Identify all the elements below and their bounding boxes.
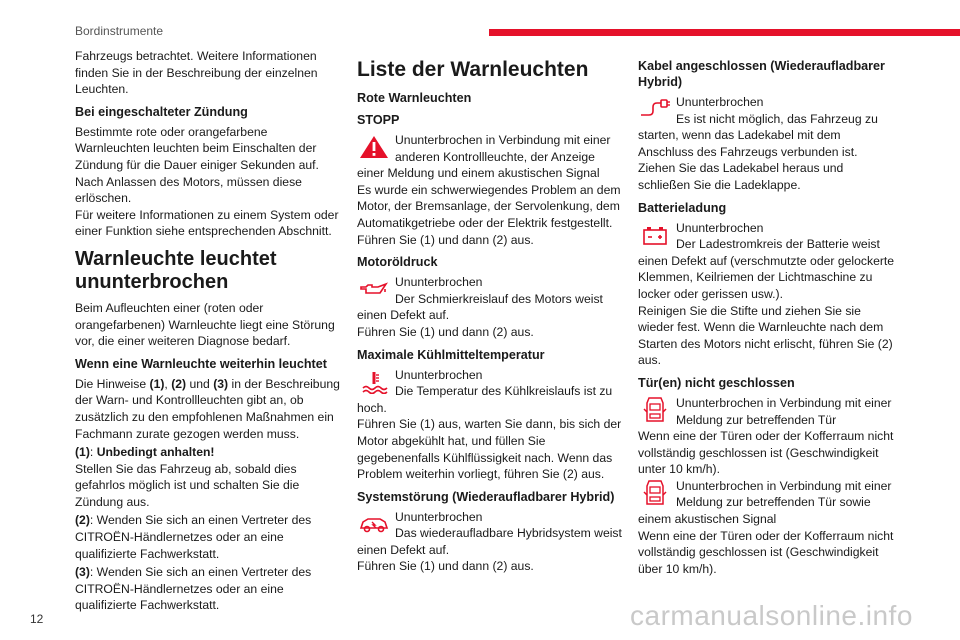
item-hybrid xyxy=(357,509,622,575)
ref-3: (3) xyxy=(213,376,229,391)
item-title-stopp: STOPP xyxy=(357,113,400,127)
item-title-door: Tür(en) nicht geschlossen xyxy=(638,375,795,390)
item-text-coolant: Ununterbrochen Die Temperatur des Kühlkreislaufs ist zu hoch. Führen Sie (1) aus, warten Sie dann, bis sich der Motor abgekühlt hat, und füllen Sie gegebenenfalls Kühlflüssigkeit nach. Wenn das Problem weiterhin vorliegt, führen Sie (2) aus. xyxy=(357,367,622,482)
item-text-battery: Ununterbrochen Der Ladestromkreis der Batterie weist einen Defekt auf (verschmutzte oder gelockerte Klemmen, Keilriemen der Lichtmaschine zu locker oder gerissen usw.). Reinigen Sie die Stifte und ziehen Sie sie wieder fest. Wenn die Warnleuchte nach dem Starten des Motors nicht erlischt, führen Sie (2) aus. xyxy=(638,220,895,368)
item-text-oil: Ununterbrochen Der Schmierkreislauf des Motors weist einen Defekt auf. Führen Sie (1) und dann (2) aus. xyxy=(357,275,603,339)
item-text-hybrid: Ununterbrochen Das wiederaufladbare Hybridsystem weist einen Defekt auf. Führen Sie (1) und dann (2) aus. xyxy=(357,509,622,574)
item-stopp xyxy=(357,132,622,248)
instruction-3-text: : Wenden Sie sich an einen Vertreter des CITROËN-Händlernetzes oder an eine qualifizierte Fachwerkstatt. xyxy=(75,565,312,613)
column-1 xyxy=(75,48,345,616)
item-oil xyxy=(357,274,622,340)
hinweise-pre: Die Hinweise xyxy=(75,376,150,391)
charging-cable-icon xyxy=(638,96,672,122)
door-open-icon xyxy=(638,397,672,423)
column-2 xyxy=(357,48,622,575)
item-coolant xyxy=(357,367,622,483)
hybrid-system-fault-icon xyxy=(357,511,391,537)
instruction-2-text: : Wenden Sie sich an einen Vertreter des CITROËN-Händlernetzes oder an eine qualifizierte Fachwerkstatt. xyxy=(75,513,312,561)
item-title-battery: Batterieladung xyxy=(638,200,727,215)
page-number: 12 xyxy=(30,612,44,626)
coolant-temperature-icon xyxy=(357,369,391,395)
battery-icon xyxy=(638,222,672,248)
hinweise-post: in der Beschreibung der Warn- und Kontrollleuchten gibt an, ob zusätzlich zu den empfohlenen Maßnahmen ein Fachmann zurate gezogen werden muss. xyxy=(75,376,340,441)
heading-warnleuchte-dauer: Warnleuchte leuchtet ununterbrochen xyxy=(75,247,277,293)
door-open-icon xyxy=(638,480,672,506)
instruction-2-label: (2) xyxy=(75,513,90,528)
paragraph-hinweise xyxy=(75,376,345,442)
list-title: Liste der Warnleuchten xyxy=(357,58,589,81)
stop-warning-triangle-icon xyxy=(357,134,391,160)
heading-weiterhin: Wenn eine Warnleuchte weiterhin leuchtet xyxy=(75,356,327,371)
item-door-1 xyxy=(638,395,898,478)
item-text-stopp: Ununterbrochen in Verbindung mit einer anderen Kontrollleuchte, der Anzeige einer Meldung und einem akustischen Signal Es wurde ein schwerwiegendes Problem an dem Motor, der Bremsanlage, der Servolenkung, dem Automatikgetriebe oder der Elektrik festgestellt. Führen Sie (1) und dann (2) aus. xyxy=(357,133,621,247)
item-title-hybrid: Systemstörung (Wiederaufladbarer Hybrid) xyxy=(357,489,615,504)
item-text-door-2: Ununterbrochen in Verbindung mit einer Meldung zur betreffenden Tür sowie einem akustischen Signal Wenn eine der Türen oder der Kofferraum nicht vollständig geschlossen ist (Geschwindigkeit über 10 km/h). xyxy=(638,478,894,576)
heading-zuendung: Bei eingeschalteter Zündung xyxy=(75,104,248,119)
ref-2: (2) xyxy=(171,376,187,391)
instruction-3-label: (3) xyxy=(75,565,90,580)
paragraph-zuendung: Bestimmte rote oder orangefarbene Warnleuchten leuchten beim Einschalten der Zündung für die Dauer einiger Sekunden auf. Nach Anlassen des Motors, müssen diese erlöschen. Für weitere Informationen zu einem System oder einer Funktion siehe entsprechenden Abschnitt. xyxy=(75,124,339,239)
header-accent-bar xyxy=(489,29,960,36)
sep-1: , xyxy=(164,376,172,391)
item-title-oil: Motoröldruck xyxy=(357,255,438,270)
ref-1: (1) xyxy=(149,376,165,391)
instruction-1-colon: : xyxy=(89,445,97,460)
instruction-1-bold: Unbedingt anhalten! xyxy=(96,445,215,460)
item-battery xyxy=(638,220,898,369)
item-cable xyxy=(638,94,898,194)
paragraph-dauer: Beim Aufleuchten einer (roten oder orangefarbenen) Warnleuchte liegt eine Störung vor, die einer weiteren Diagnose bedarf. xyxy=(75,300,335,349)
instruction-1 xyxy=(75,444,345,510)
item-text-cable: Ununterbrochen Es ist nicht möglich, das Fahrzeug zu starten, wenn das Ladekabel mit dem Anschluss des Fahrzeugs verbunden ist. Ziehen Sie das Ladekabel heraus und schließen Sie die Ladeklappe. xyxy=(638,95,878,192)
oil-can-icon xyxy=(357,276,391,302)
list-subtitle: Rote Warnleuchten xyxy=(357,91,472,105)
item-text-door-1: Ununterbrochen in Verbindung mit einer Meldung zur betreffenden Tür Wenn eine der Türen oder der Kofferraum nicht vollständig geschlossen ist (Geschwindigkeit unter 10 km/h). xyxy=(638,395,894,477)
item-title-cable: Kabel angeschlossen (Wiederaufladbarer Hybrid) xyxy=(638,59,885,89)
instruction-1-text: Stellen Sie das Fahrzeug ab, sobald dies gefahrlos möglich ist und schalten Sie die Zündung aus. xyxy=(75,461,300,509)
watermark: carmanualsonline.info xyxy=(630,600,913,631)
instruction-3 xyxy=(75,564,345,614)
sep-2: und xyxy=(186,376,214,391)
item-title-coolant: Maximale Kühlmitteltemperatur xyxy=(357,347,545,362)
instruction-2 xyxy=(75,512,345,562)
intro-text: Fahrzeugs betrachtet. Weitere Informationen finden Sie in der Beschreibung der einzelnen Leuchten. xyxy=(75,49,318,97)
item-door-2 xyxy=(638,478,898,578)
instruction-1-label: (1) xyxy=(75,445,90,460)
column-3 xyxy=(638,48,898,577)
section-header: Bordinstrumente xyxy=(75,24,164,38)
